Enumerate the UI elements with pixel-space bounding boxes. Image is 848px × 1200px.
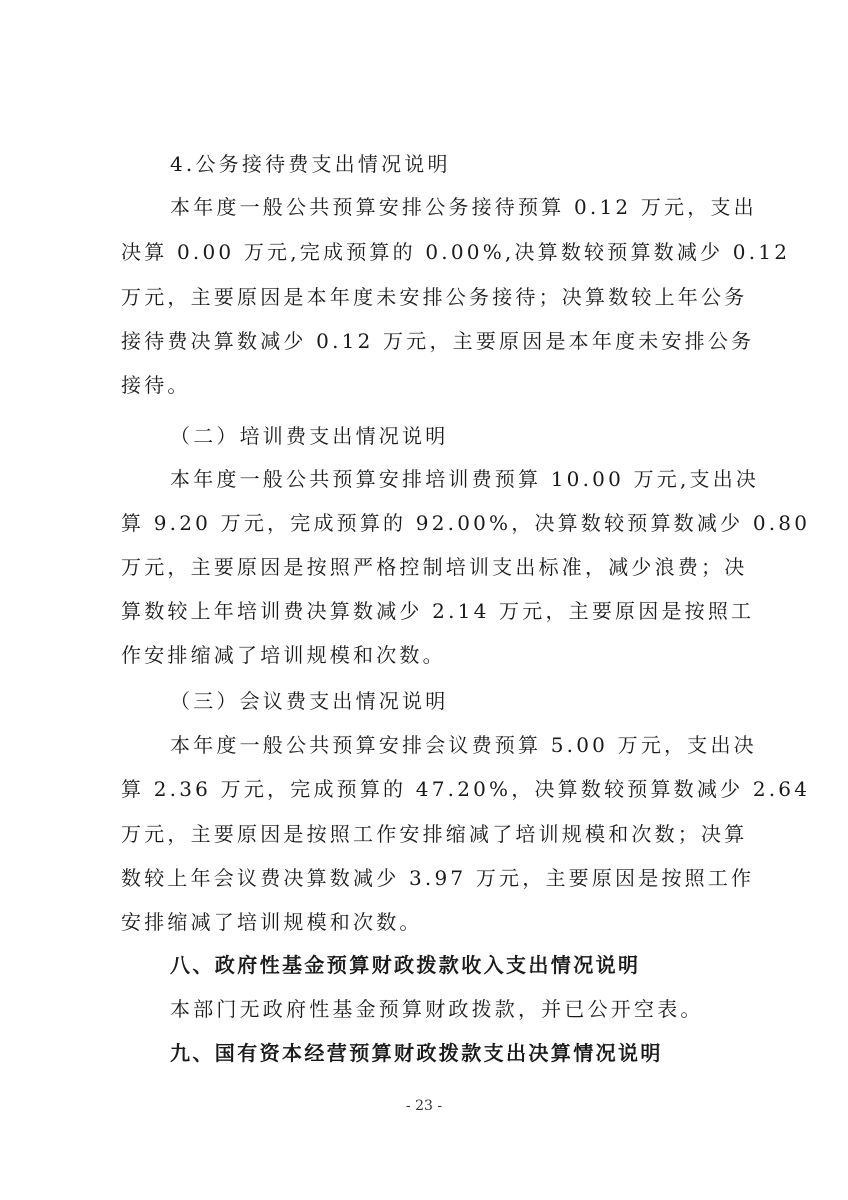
meeting-line-2: 算 2.36 万元，完成预算的 47.20%，决算数较预算数减少 2.64 — [121, 777, 811, 801]
training-line-5: 作安排缩减了培训规模和次数。 — [121, 643, 446, 667]
page-number: - 23 - — [405, 1098, 443, 1114]
meeting-line-4: 数较上年会议费决算数减少 3.97 万元，主要原因是按照工作 — [121, 866, 755, 890]
meeting-line-3: 万元，主要原因是按照工作安排缩减了培训规模和次数；决算 — [121, 822, 748, 846]
hospitality-line-5: 接待。 — [121, 373, 191, 397]
meeting-line-1: 本年度一般公共预算安排会议费预算 5.00 万元，支出决 — [170, 733, 757, 757]
hospitality-line-2: 决算 0.00 万元,完成预算的 0.00%,决算数较预算数减少 0.12 — [121, 240, 791, 264]
training-line-3: 万元，主要原因是按照严格控制培训支出标准，减少浪费；决 — [121, 555, 748, 579]
training-line-1: 本年度一般公共预算安排培训费预算 10.00 万元,支出决 — [170, 467, 760, 491]
training-line-2: 算 9.20 万元，完成预算的 92.00%，决算数较预算数减少 0.80 — [121, 511, 811, 535]
hospitality-line-1: 本年度一般公共预算安排公务接待预算 0.12 万元，支出 — [170, 195, 757, 219]
hospitality-heading: 4.公务接待费支出情况说明 — [170, 152, 451, 176]
meeting-heading: （三）会议费支出情况说明 — [170, 689, 449, 713]
hospitality-line-4: 接待费决算数减少 0.12 万元，主要原因是本年度未安排公务 — [121, 329, 755, 353]
fund-heading: 八、政府性基金预算财政拨款收入支出情况说明 — [170, 953, 641, 977]
meeting-line-5: 安排缩减了培训规模和次数。 — [121, 910, 423, 934]
capital-heading: 九、国有资本经营预算财政拨款支出决算情况说明 — [170, 1041, 663, 1065]
training-line-4: 算数较上年培训费决算数减少 2.14 万元，主要原因是按照工 — [121, 599, 755, 623]
training-heading: （二）培训费支出情况说明 — [170, 424, 449, 448]
fund-line: 本部门无政府性基金预算财政拨款，并已公开空表。 — [170, 997, 704, 1021]
hospitality-line-3: 万元，主要原因是本年度未安排公务接待；决算数较上年公务 — [121, 285, 748, 309]
